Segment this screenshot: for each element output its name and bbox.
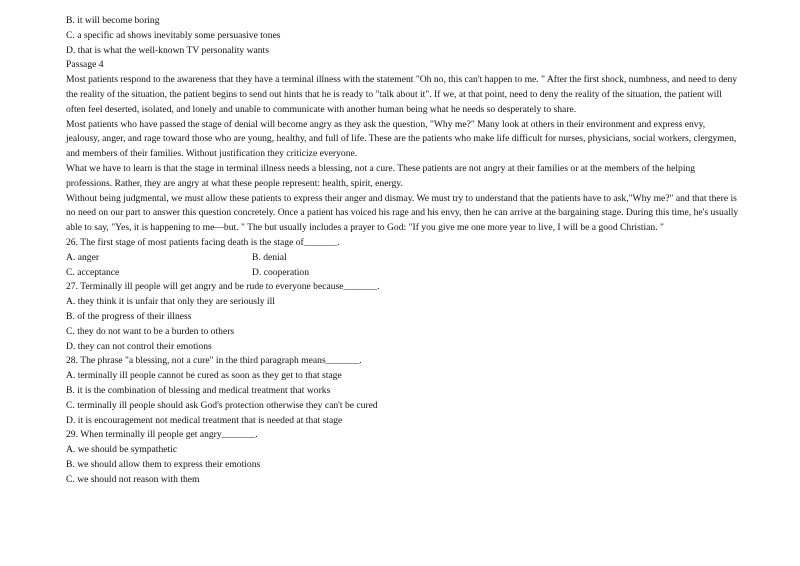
question-26-options-row-1 <box>66 251 740 266</box>
question-26-option-b: B. denial <box>252 251 287 263</box>
prev-option-c: C. a specific ad shows inevitably some persuasive tones <box>66 29 281 41</box>
question-29-option-a: A. we should be sympathetic <box>66 444 178 456</box>
question-26-options-row-2 <box>66 266 740 281</box>
prev-option-d: D. that is what the well-known TV personality wants <box>66 44 269 56</box>
question-28-option-b: B. it is the combination of blessing and medical treatment that works <box>66 384 331 396</box>
question-27-option-b: B. of the progress of their illness <box>66 310 192 322</box>
passage-title: Passage 4 <box>66 59 104 71</box>
paragraph-1: Most patients respond to the awareness that they have a terminal illness with the statement "Oh no, this can't happen to me. " After the first shock, numbness, and need to deny the reality of the situation, the patient begins to send out hints that he is ready to "talk about it". If we, at that point, need to deny the reality of the situation, the patient will often feel deserted, isolated, and lonely and unable to communicate with another human being what he needs so desperately to share. <box>66 74 738 115</box>
question-29-option-c: C. we should not reason with them <box>66 473 200 485</box>
question-27-option-c: C. they do not want to be a burden to others <box>66 325 235 337</box>
question-27-stem: 27. Terminally ill people will get angry and be rude to everyone because_______. <box>66 281 380 293</box>
prev-option-b: B. it will become boring <box>66 15 160 26</box>
question-29-option-b: B. we should allow them to express their emotions <box>66 458 261 470</box>
question-27-option-a: A. they think it is unfair that only they are seriously ill <box>66 296 275 308</box>
question-27-option-d: D. they can not control their emotions <box>66 340 212 352</box>
question-29-stem: 29. When terminally ill people get angry_______. <box>66 429 258 441</box>
question-26-option-d: D. cooperation <box>252 266 310 278</box>
question-26-option-a: A. anger <box>66 251 100 263</box>
question-28-option-d: D. it is encouragement not medical treatment that is needed at that stage <box>66 414 343 426</box>
question-28-option-a: A. terminally ill people cannot be cured as soon as they get to that stage <box>66 370 342 382</box>
question-28-option-c: C. terminally ill people should ask God's protection otherwise they can't be cured <box>66 399 378 411</box>
paragraph-3: What we have to learn is that the stage in terminal illness needs a blessing, not a cure. These patients are not angry at their families or at the members of the helping professions. Rather, they are angry at what these people represent: health, spirit, energy. <box>66 162 696 189</box>
paragraph-4: Without being judgmental, we must allow these patients to express their anger and dismay. We must try to understand that the patients have to ask,"Why me?" and that there is no need on our part to answer this question concretely. Once a patient has voiced his rage and his envy, then he can arrive at the bargaining stage. During this time, he's usually able to say, "Yes, it is happening to me—but. " The but usually includes a prayer to God: "If you give me one more year to live, I will be a good Christian. " <box>66 192 739 234</box>
paragraph-2: Most patients who have passed the stage of denial will become angry as they ask the question, "Why me?" Many look at others in their environment and express envy, jealousy, anger, and rage toward those who are young, healthy, and full of life. These are the patients who make life difficult for nurses, physicians, social workers, clergymen, and members of their families. Without justification they criticize everyone. <box>66 118 737 160</box>
question-28-stem: 28. The phrase "a blessing, not a cure" in the third paragraph means_______. <box>66 355 362 367</box>
question-26-option-c: C. acceptance <box>66 266 120 278</box>
question-26-stem: 26. The first stage of most patients facing death is the stage of_______. <box>66 236 340 248</box>
